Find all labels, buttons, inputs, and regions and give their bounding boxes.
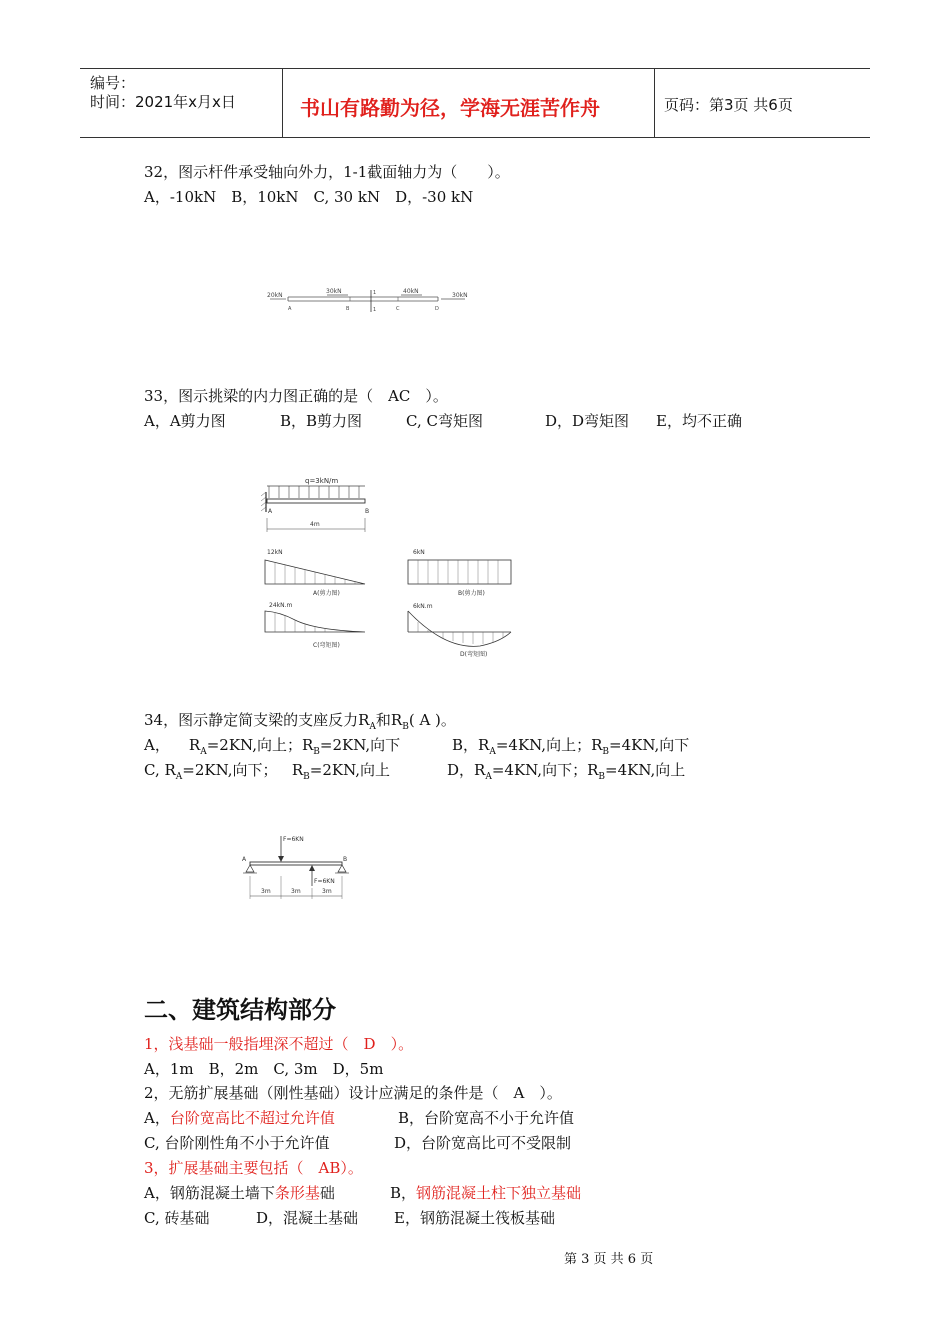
q34-option-b: B，$R_A=4KN$,向上；$R_B=4KN$,向下 (452, 736, 690, 757)
moment-d-hatch (418, 622, 503, 644)
force-arrow-head (309, 865, 315, 871)
q33-figure (255, 472, 520, 664)
moment-d-value: 6kN.m (413, 603, 433, 610)
point-label: C (396, 306, 400, 312)
header-motto: 书山有路勤为径，学海无涯苦作舟 (300, 96, 600, 120)
point-label: B (346, 306, 350, 312)
q34-beam-figure (236, 832, 356, 904)
s2-q2-option-c: C, 台阶刚性角不小于允许值 (144, 1134, 330, 1152)
section-label: 1 (373, 307, 377, 313)
end-label: B (365, 508, 370, 515)
roller-support-b (338, 865, 346, 872)
shear-a-caption: A(剪力图) (313, 590, 340, 597)
span-label: 3m (322, 888, 332, 895)
force-bottom-label: F=6KN (314, 878, 335, 885)
header-divider (282, 69, 283, 137)
q33-option-e: E，均不正确 (656, 412, 742, 430)
span-label: 4m (310, 521, 320, 528)
shear-a-hatch (275, 563, 355, 584)
s2-q3-option-e: E，钢筋混凝土筏板基础 (394, 1209, 555, 1227)
s2-q3-option-a: A，钢筋混凝土墙下条形基础 (144, 1184, 335, 1202)
moment-c-caption: C(弯矩图) (313, 642, 340, 649)
end-label: B (343, 856, 348, 863)
shear-a-value: 12kN (267, 549, 283, 556)
q33-option-c: C, C弯矩图 (406, 412, 483, 430)
s2-q3-option-d: D，混凝土基础 (256, 1209, 359, 1227)
end-label: A (242, 856, 247, 863)
s2-q1-options: A，1m B，2m C, 3m D，5m (144, 1060, 384, 1078)
force-label: 30kN (326, 288, 342, 295)
q33-option-d: D，D弯矩图 (545, 412, 630, 430)
q32-options: A，-10kN B，10kN C, 30 kN D，-30 kN (144, 188, 474, 206)
force-top-label: F=6KN (283, 836, 304, 843)
moment-d-caption: D(弯矩图) (460, 651, 488, 658)
page-label: 页码：第3页 共6页 (664, 96, 793, 114)
force-arrow-head (278, 856, 284, 862)
section-label: 1 (373, 290, 377, 296)
span-label: 3m (261, 888, 271, 895)
q33-option-a: A，A剪力图 (144, 412, 226, 430)
moment-d-diagram (408, 611, 511, 646)
shear-b-caption: B(剪力图) (458, 590, 485, 597)
load-arrows (269, 486, 359, 498)
moment-c-value: 24kN.m (269, 602, 293, 609)
shear-b-value: 6kN (413, 549, 425, 556)
end-label: A (268, 508, 273, 515)
point-label: D (435, 306, 439, 312)
serial-label: 编号： (90, 74, 136, 92)
force-label: 20kN (267, 292, 283, 299)
s2-q2-option-b: B，台阶宽高不小于允许值 (398, 1109, 575, 1127)
s2-q2: 2，无筋扩展基础（刚性基础）设计应满足的条件是（ A ）。 (144, 1084, 562, 1102)
s2-q3: 3，扩展基础主要包括（ AB）。 (144, 1159, 363, 1177)
header-divider (654, 69, 655, 137)
force-label: 40kN (403, 288, 419, 295)
page-footer: 第 3 页 共 6 页 (564, 1252, 654, 1267)
shear-b-hatch (418, 560, 498, 584)
s2-q1: 1，浅基础一般指埋深不超过（ D ）。 (144, 1035, 414, 1053)
point-label: A (288, 306, 292, 312)
cantilever-beam (267, 499, 365, 503)
s2-q2-option-a: A，台阶宽高比不超过允许值 (144, 1109, 335, 1127)
span-label: 3m (291, 888, 301, 895)
q33-question: 33，图示挑梁的内力图正确的是（ AC ）。 (144, 387, 448, 405)
pin-support-a (246, 865, 254, 872)
q34-question: 34，图示静定简支梁的支座反力$R_A$和$R_B$( A )。 (144, 711, 456, 732)
page-header (80, 68, 870, 138)
section-heading: 二、建筑结构部分 (144, 996, 336, 1024)
s2-q2-option-d: D，台阶宽高比可不受限制 (394, 1134, 572, 1152)
q34-option-d: D，$R_A=4KN$,向下；$R_B=4KN$,向上 (447, 761, 686, 782)
date-label: 时间：2021年x月x日 (90, 93, 236, 111)
load-label: q=3kN/m (305, 477, 339, 485)
q32-question: 32，图示杆件承受轴向外力，1-1截面轴力为（ ）。 (144, 163, 510, 181)
q33-option-b: B，B剪力图 (280, 412, 363, 430)
simple-beam (250, 862, 342, 865)
force-label: 30kN (452, 292, 468, 299)
q34-option-c: C, $R_A=2KN$,向下； $R_B=2KN$,向上 (144, 761, 391, 782)
fixed-support-hatch (261, 492, 266, 511)
q32-bar-figure (262, 284, 477, 316)
s2-q3-option-b: B，钢筋混凝土柱下独立基础 (390, 1184, 582, 1202)
shear-b-diagram (408, 560, 511, 584)
q34-option-a: A， $R_A=2KN$,向上；$R_B=2KN$,向下 (144, 736, 401, 757)
s2-q3-option-c: C, 砖基础 (144, 1209, 210, 1227)
